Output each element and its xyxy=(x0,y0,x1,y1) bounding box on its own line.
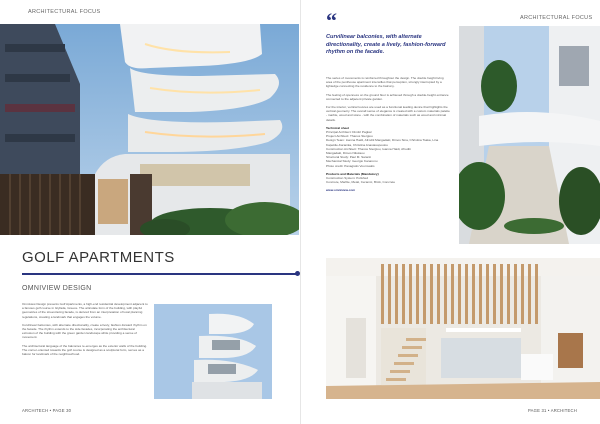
products-heading: Products and Materials (Mandatory) xyxy=(326,171,379,176)
tech-line: Structural Study: Paul M. Saranti xyxy=(326,155,371,160)
running-header-left: ARCHITECTURAL FOCUS xyxy=(28,9,101,15)
body-paragraph-3: The architectural language of the balconies re-emerges as the exterior walls of the building. The corner-oriented towards the golf course is designed as a sculptural form, serves as a balcon for landmark of the neighbourhood. xyxy=(22,343,148,357)
tech-line: Photo credit: Panagiotis Voumvakis xyxy=(326,163,375,168)
right-paragraph-3: For the interior, vertical louvres are used as a functional leading device that highlights the vertical geometry. The overall sense of elegance is created with a custom materials palette - marble, wood and stone - with the combination of materials such as wood and minimal details. xyxy=(326,105,450,122)
right-paragraph-2: The feeling of openness on the ground floor is achieved through a double-height entrance connected to the adjacent private garden. xyxy=(326,92,449,101)
quote-mark: “ xyxy=(326,8,337,33)
exterior-passage-photo xyxy=(459,26,600,244)
pull-quote: Curvilinear balconies, with alternate directionality, create a lively, fashion-forward rhythm on the facade. xyxy=(326,34,446,55)
article-subtitle: OMNIVIEW DESIGN xyxy=(22,285,92,292)
body-column-right xyxy=(326,76,450,193)
tech-line: Construction Architect: Thanos Stergiou, Ioanna Haidi, Afroditi xyxy=(326,146,411,151)
main-building-photo xyxy=(0,24,299,235)
footer-left: ARCHITECH • PAGE 30 xyxy=(22,408,72,413)
right-paragraph-1: The series of movements is reinforced throughout the design. The double height living area of the penthouse apartment intensifies that perception, strongly interrupted by a lightedge connecting the residence to the balcony. xyxy=(326,76,444,89)
page-gutter xyxy=(300,0,301,424)
body-column-left xyxy=(22,302,148,356)
tech-line: Project Architect: Thanos Stergiou xyxy=(326,134,373,139)
tech-line: Mangadaki, Dimos Nikolaou xyxy=(326,151,365,156)
tech-line: Principal Architect: Dimitri Pagkal xyxy=(326,130,372,135)
tech-line: Mechanical Study: Georgio Kanaronu xyxy=(326,159,378,164)
tech-line: Design Team: Ioanna Haidi, Afroditi Mangadaki, Dimos Sina, Christina Tsaka, Lina Kapeklie-Karanika, Christina Anastasopoulou xyxy=(326,138,439,147)
technical-sheet-heading: Technical sheet xyxy=(326,125,349,130)
body-paragraph-2: Curvilinear balconies, with alternate directionality, create a lively, fashion-forward rhythm on the facade. The rhythm extends to the side facades, incorporating the architectural extrusion of the building with the green garden landscape while providing a sense of movement. xyxy=(22,322,147,340)
running-header-right: ARCHITECTURAL FOCUS xyxy=(520,15,593,21)
website-link[interactable]: www.omniview.com xyxy=(326,188,356,193)
balcony-detail-photo xyxy=(154,304,272,399)
body-paragraph-1: Omniview Design presents Golf Apartments, a high-end residential development adjacent to a famous golf course in Glyfada, Greece. The articulate form of the building, with playful geometries of the street-facing facade, is derived from an interpretation of local planning regulations, creating a landmark that engages the volume. xyxy=(22,302,148,319)
interior-photo xyxy=(326,258,600,399)
article-title: GOLF APARTMENTS xyxy=(22,249,175,266)
footer-right: PAGE 31 • ARCHITECH xyxy=(528,408,577,413)
products-line: Construction System: Polished xyxy=(326,176,369,181)
products-line: Concrete, Marble, Metal, Ceramic, Brick, Concrete xyxy=(326,180,396,185)
title-rule xyxy=(22,273,298,275)
